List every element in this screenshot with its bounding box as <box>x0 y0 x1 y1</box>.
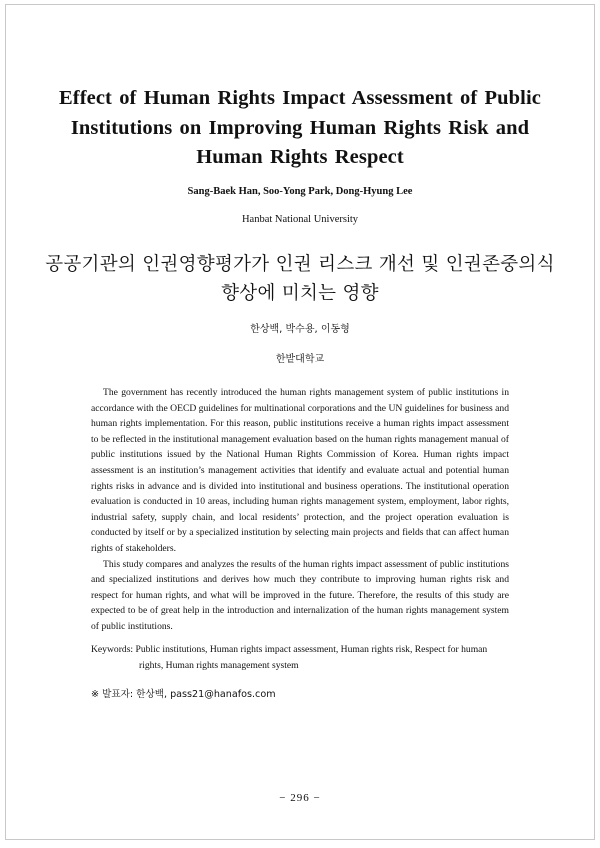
page-number: − 296 − <box>279 792 321 804</box>
abstract-paragraph: This study compares and analyzes the results of the human rights impact assessment of public institutions and specialized institutions and derives how much they contribute to improving human rights risk and respect for human rights, and what will be improved in the future. Therefore, the results of this study are expected to be of great help in the introduction and internalization of the human rights management system of public institutions. <box>91 558 509 632</box>
keywords: Keywords: Public institutions, Human rights impact assessment, Human rights risk, Respect for human rights, Human rights management system <box>91 644 488 671</box>
presenter-contact: ※ 발표자: 한상백, pass21@hanafos.com <box>91 689 276 700</box>
paper-title-korean: 공공기관의 인권영향평가가 인권 리스크 개선 및 인권존중의식 향상에 미치는 영향 <box>45 254 555 304</box>
authors-english: Sang-Baek Han, Soo-Yong Park, Dong-Hyung Lee <box>187 186 413 197</box>
abstract <box>91 385 509 635</box>
paper-title-english: Effect of Human Rights Impact Assessment of Public Institutions on Improving Human Rights Risk and Human Rights Respect <box>59 87 541 168</box>
authors-korean: 한상백, 박수용, 이동형 <box>250 324 350 335</box>
abstract-paragraph: The government has recently introduced the human rights management system of public institutions in accordance with the OECD guidelines for multinational corporations and the UN guidelines for business and human rights implementation. For this reason, public institutions receive a human rights impact assessment to be reflected in the institutional management evaluation based on the human rights management manual of public institutions issued by the National Human Rights Commission of Korea. Human rights impact assessment is an institution’s management activities that identify and evaluate actual and potential human rights risks in advance and is divided into institutional and business operations. The institutional operation evaluation is conducted in 10 areas, including human rights management system, employment, labor rights, industrial safety, supply chain, and local residents’ protection, and the project operation evaluation is conducted by itself or by a specialized institution by selecting main projects and fields that can affect human rights of stakeholders. <box>91 387 509 554</box>
affiliation-korean: 한밭대학교 <box>275 354 325 365</box>
affiliation-english: Hanbat National University <box>241 214 359 225</box>
